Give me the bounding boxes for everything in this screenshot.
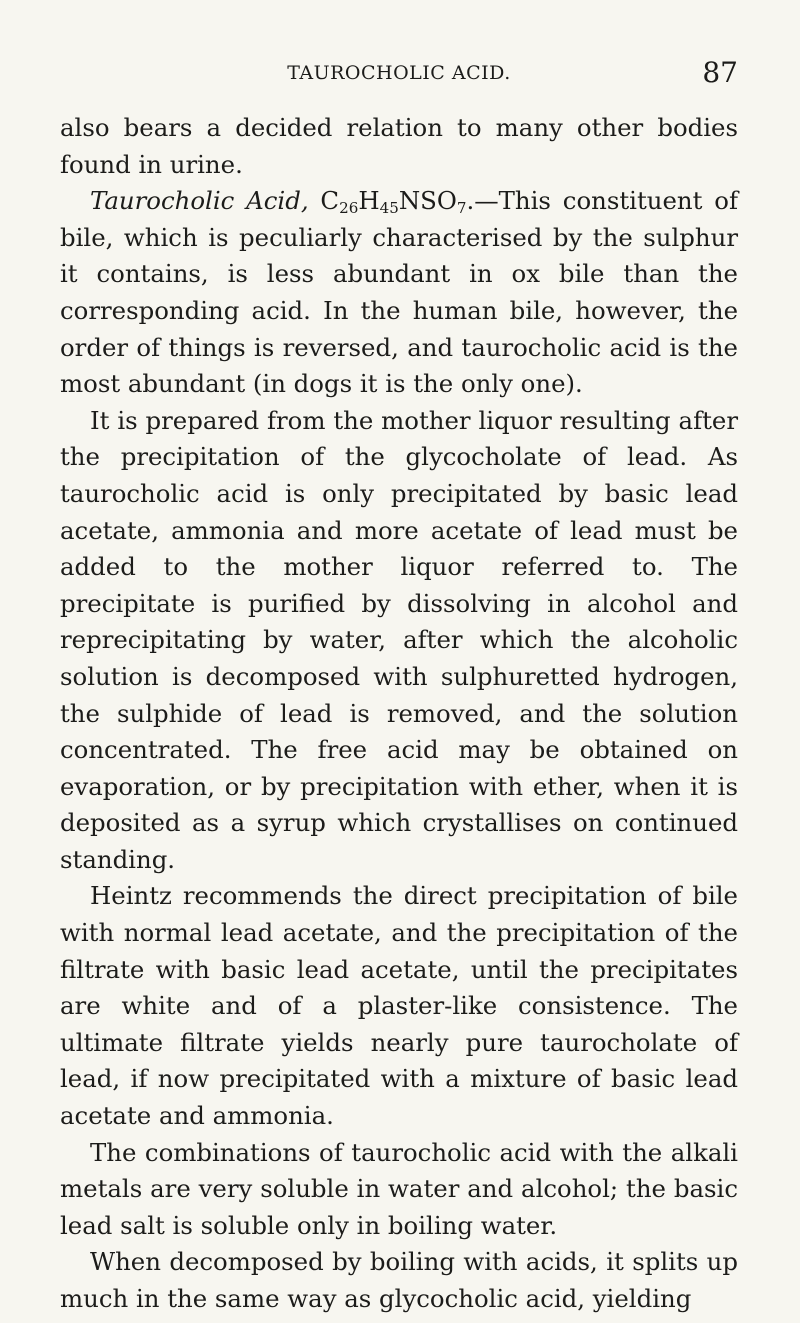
page-number: 87 xyxy=(702,56,738,89)
paragraph-2 xyxy=(60,183,738,403)
running-head xyxy=(60,58,738,88)
paragraph-2-text: .—This constituent of bile, which is peculiarly characterised by the sulphur it contains, is less abundant in ox bile than the corresponding acid. In the human bile, however, the order of things is reversed, and taurocholic acid is the most abundant (in dogs it is the only one). xyxy=(60,186,738,399)
section-heading: Taurocholic Acid, xyxy=(90,186,309,216)
chemical-formula: $C_{26}H_{45}NSO_7$ xyxy=(320,186,467,218)
body-text xyxy=(60,110,738,1318)
paragraph-4: Heintz recommends the direct precipitation of bile with normal lead acetate, and the precipitation of the filtrate with basic lead acetate, until the precipitates are white and of a plaster-like consistence. The ultimate filtrate yields nearly pure taurocholate of lead, if now precipitated with a mixture of basic lead acetate and ammonia. xyxy=(60,881,738,1131)
paragraph-6: When decomposed by boiling with acids, it splits up much in the same way as glycocholic acid, yielding xyxy=(60,1247,738,1313)
paragraph-3: It is prepared from the mother liquor resulting after the precipitation of the glycocholate of lead. As taurocholic acid is only precipitated by basic lead acetate, ammonia and more acetate of lead must be added to the mother liquor referred to. The precipitate is purified by dissolving in alcohol and reprecipitating by water, after which the alcoholic solution is decomposed with sulphuretted hydrogen, the sulphide of lead is removed, and the solution concentrated. The free acid may be obtained on evaporation, or by precipitation with ether, when it is deposited as a syrup which crystallises on continued standing. xyxy=(60,405,738,874)
running-title: TAUROCHOLIC ACID. xyxy=(287,62,511,84)
book-page xyxy=(60,58,738,1318)
paragraph-5: The combinations of taurocholic acid with the alkali metals are very soluble in water and alcohol; the basic lead salt is soluble only in boiling water. xyxy=(60,1137,738,1240)
paragraph-1: also bears a decided relation to many other bodies found in urine. xyxy=(60,113,738,179)
